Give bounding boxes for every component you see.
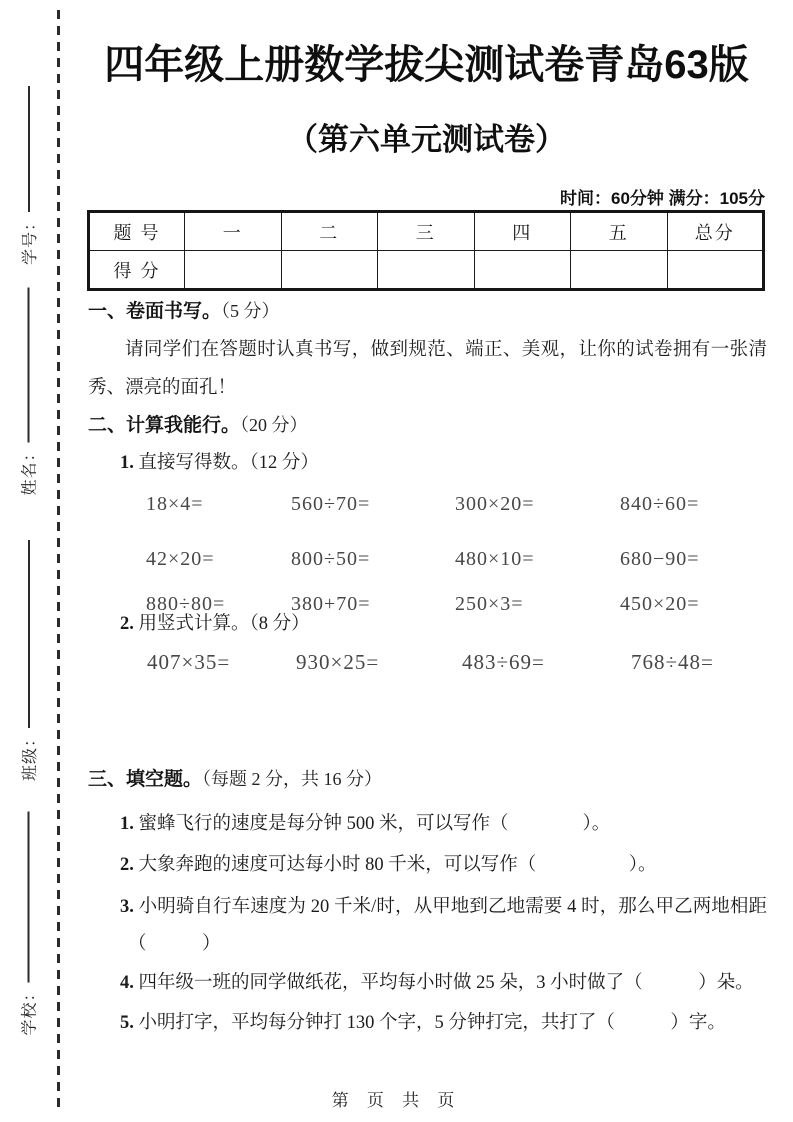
student-class-label: 班级：: [21, 729, 39, 781]
math-problem: 840÷60=: [620, 493, 700, 515]
question-text: 大象奔跑的速度可达每小时 80 千米，可以写作（ ）。: [138, 855, 657, 875]
page-footer: 第 页 共 页: [331, 1091, 462, 1110]
student-field-class: [3, 540, 53, 780]
section-3-points: （每题 2 分，共 16 分）: [202, 769, 383, 789]
section-1-title: 一、卷面书写。: [88, 301, 222, 322]
question-text: 四年级一班的同学做纸花，平均每小时做 25 朵，3 小时做了（ ）朵。: [138, 973, 754, 993]
fill-question-3: [88, 889, 767, 963]
math-problem: 380+70=: [291, 593, 371, 615]
score-label: 得 分: [89, 251, 185, 290]
fill-question-1: [88, 806, 767, 843]
direct-calc-row-1: [88, 493, 778, 519]
math-problem: 483÷69=: [462, 650, 545, 674]
score-table: [87, 210, 765, 291]
score-table-header-row: [89, 212, 764, 251]
column-header-3: 三: [378, 212, 475, 251]
score-cell-4: [474, 251, 571, 290]
column-header-4: 四: [474, 212, 571, 251]
student-school-label: 学校：: [21, 984, 39, 1036]
math-problem: 18×4=: [146, 493, 204, 515]
column-header-total: 总分: [667, 212, 764, 251]
handwriting-instruction-paragraph: 请同学们在答题时认真书写，做到规范、端正、美观，让你的试卷拥有一张清秀、漂亮的面孔！: [88, 340, 767, 398]
score-cell-1: [185, 251, 282, 290]
fill-question-2: [88, 847, 767, 884]
question-number-label: 题 号: [89, 212, 185, 251]
student-name-label: 姓名：: [21, 444, 39, 496]
column-header-1: 一: [185, 212, 282, 251]
student-field-name: [3, 288, 53, 495]
student-number-label: 学号：: [21, 213, 39, 265]
fill-question-4: [88, 965, 767, 1002]
math-problem: 300×20=: [455, 493, 535, 515]
question-text: 蜜蜂飞行的速度是每分钟 500 米，可以写作（ ）。: [138, 814, 611, 834]
math-problem: 42×20=: [146, 548, 215, 570]
student-school-line: [27, 811, 29, 982]
score-cell-3: [378, 251, 475, 290]
score-table-score-row: [89, 251, 764, 290]
section-1-heading: [88, 300, 280, 323]
score-cell-total: [667, 251, 764, 290]
math-problem: 930×25=: [296, 650, 380, 674]
question-text: 小明骑自行车速度为 20 千米/时，从甲地到乙地需要 4 时，那么甲乙两地相距（ ）: [128, 897, 767, 954]
section-2-title: 二、计算我能行。: [88, 415, 241, 436]
subsection-2-number: 2.: [120, 614, 134, 634]
question-number: 2.: [120, 855, 134, 875]
exam-title: 四年级上册数学拔尖测试卷青岛63版: [104, 43, 749, 87]
student-field-school: [3, 812, 53, 1035]
column-header-5: 五: [571, 212, 668, 251]
column-header-2: 二: [281, 212, 378, 251]
question-number: 5.: [120, 1013, 134, 1033]
section-2-points: （20 分）: [240, 415, 308, 435]
math-problem: 768÷48=: [631, 650, 714, 674]
subsection-1-title: 直接写得数。（12 分）: [138, 453, 319, 473]
seal-dashed-line: [57, 10, 60, 1110]
student-class-line: [27, 539, 29, 727]
time-limit-info: 时间：60分钟 满分：105分: [560, 189, 765, 208]
student-field-number: [3, 85, 53, 265]
exam-subtitle: （第六单元测试卷）: [287, 122, 566, 157]
question-number: 1.: [120, 814, 134, 834]
section-2-heading: [88, 414, 308, 437]
math-problem: 480×10=: [455, 548, 535, 570]
student-name-line: [27, 287, 29, 442]
question-text: 小明打字，平均每分钟打 130 个字，5 分钟打完，共打了（ ）字。: [138, 1013, 726, 1033]
subsection-vertical-calc-heading: [120, 613, 310, 635]
math-problem: 560÷70=: [291, 493, 371, 515]
direct-calc-row-2: [88, 548, 778, 574]
section-1-points: （5 分）: [221, 301, 280, 321]
subsection-2-title: 用竖式计算。（8 分）: [138, 614, 310, 634]
math-problem: 880÷80=: [146, 593, 226, 615]
math-problem: 800÷50=: [291, 548, 371, 570]
question-number: 4.: [120, 973, 134, 993]
math-problem: 450×20=: [620, 593, 700, 615]
score-cell-2: [281, 251, 378, 290]
vertical-calc-row: [88, 650, 778, 676]
math-problem: 250×3=: [455, 593, 524, 615]
math-problem: 680−90=: [620, 548, 700, 570]
subsection-1-number: 1.: [120, 453, 134, 473]
student-number-line: [27, 85, 29, 211]
section-3-heading: [88, 768, 382, 791]
score-cell-5: [571, 251, 668, 290]
fill-question-5: [88, 1005, 767, 1042]
math-problem: 407×35=: [147, 650, 231, 674]
section-3-title: 三、填空题。: [88, 769, 203, 790]
subsection-direct-calc-heading: [120, 452, 319, 474]
question-number: 3.: [120, 897, 134, 917]
